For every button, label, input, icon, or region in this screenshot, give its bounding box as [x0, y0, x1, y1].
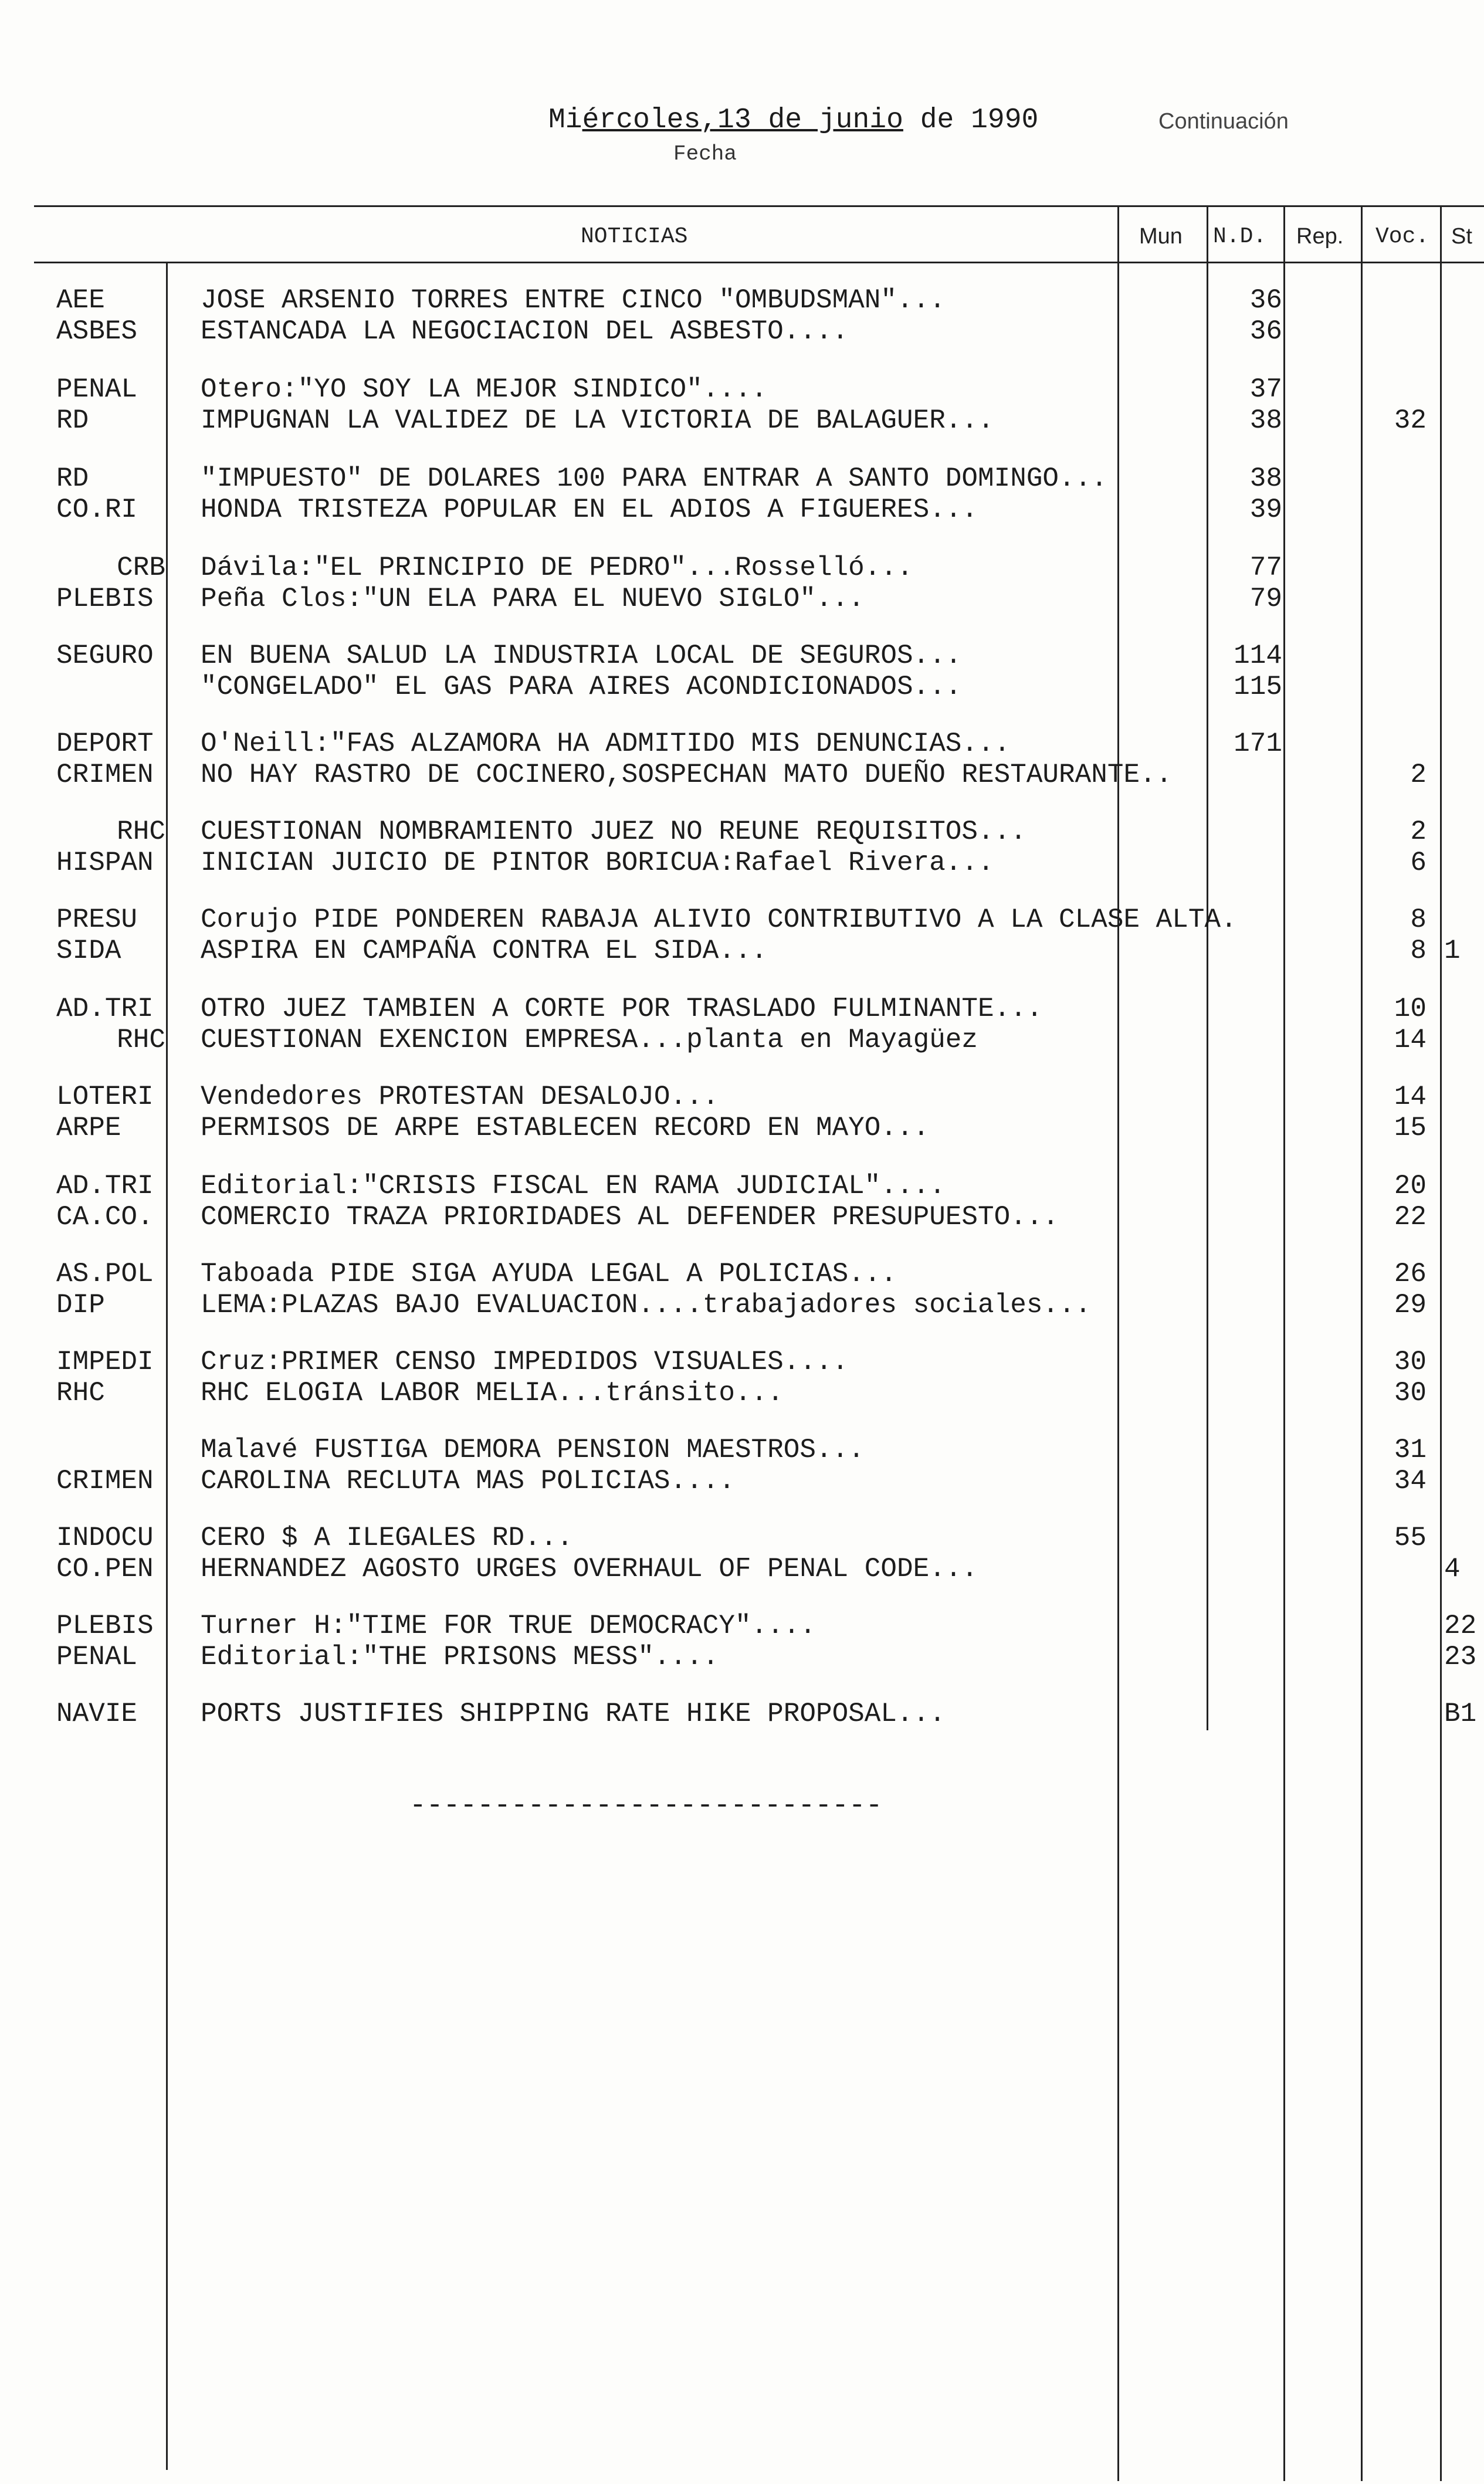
row-section: ASBES	[56, 316, 138, 347]
row-voc: 20	[1394, 1171, 1427, 1201]
row-voc: 30	[1394, 1347, 1427, 1377]
row-headline: Corujo PIDE PONDEREN RABAJA ALIVIO CONTRIBUTIVO A LA CLASE ALTA.	[201, 904, 1237, 935]
row-headline: RHC ELOGIA LABOR MELIA...tránsito...	[201, 1378, 784, 1408]
row-nd: 79	[1249, 584, 1282, 614]
table-row	[0, 582, 1484, 615]
row-headline: Otero:"YO SOY LA MEJOR SINDICO"....	[201, 374, 768, 405]
row-sta: 4	[1444, 1554, 1461, 1584]
table-header-rule	[34, 262, 1484, 263]
row-headline: HONDA TRISTEZA POPULAR EN EL ADIOS A FIGUERES...	[201, 494, 978, 525]
row-headline: JOSE ARSENIO TORRES ENTRE CINCO "OMBUDSMAN"...	[201, 285, 946, 316]
row-voc: 2	[1410, 760, 1427, 790]
table-row	[0, 815, 1484, 848]
divider-rep	[1361, 205, 1363, 2481]
row-section: PENAL	[56, 1642, 138, 1672]
row-voc: 2	[1410, 816, 1427, 847]
row-headline: "CONGELADO" EL GAS PARA AIRES ACONDICIONADOS...	[201, 672, 962, 702]
row-headline: Editorial:"CRISIS FISCAL EN RAMA JUDICIAL"....	[201, 1171, 946, 1201]
row-section: NAVIE	[56, 1699, 138, 1729]
divider-voc	[1440, 205, 1442, 2481]
row-section: CA.CO.	[56, 1202, 154, 1232]
table-row	[0, 992, 1484, 1025]
table-top-rule	[34, 205, 1484, 207]
date-underlined: ércoles,13 de junio	[582, 104, 903, 136]
row-voc: 8	[1410, 904, 1427, 935]
table-row	[0, 1377, 1484, 1409]
row-section: PLEBIS	[56, 1611, 154, 1641]
row-section: AS.POL	[56, 1259, 154, 1289]
row-headline: O'Neill:"FAS ALZAMORA HA ADMITIDO MIS DENUNCIAS...	[201, 728, 1011, 759]
row-nd: 171	[1234, 728, 1282, 759]
row-headline: PERMISOS DE ARPE ESTABLECEN RECORD EN MAYO...	[201, 1113, 930, 1143]
row-section: RHC	[56, 1378, 105, 1408]
row-section: AEE	[56, 285, 105, 316]
row-voc: 31	[1394, 1435, 1427, 1465]
row-voc: 26	[1394, 1259, 1427, 1289]
row-nd: 77	[1249, 553, 1282, 583]
row-voc: 22	[1394, 1202, 1427, 1232]
table-row	[0, 1289, 1484, 1321]
table-row	[0, 727, 1484, 760]
header-date	[548, 104, 1038, 136]
table-row	[0, 404, 1484, 437]
row-section: CRB	[117, 553, 165, 583]
col-rep: Rep.	[1296, 224, 1344, 249]
end-of-list-divider: ----------------------------	[409, 1790, 883, 1822]
row-section: RHC	[117, 1025, 165, 1055]
row-section: PENAL	[56, 374, 138, 405]
row-voc: 14	[1394, 1025, 1427, 1055]
table-row	[0, 1697, 1484, 1730]
row-section: RHC	[117, 816, 165, 847]
divider-nd	[1283, 205, 1285, 2481]
row-voc: 8	[1410, 936, 1427, 966]
table-row	[0, 1080, 1484, 1113]
row-section: CRIMEN	[56, 760, 154, 790]
row-headline: CAROLINA RECLUTA MAS POLICIAS....	[201, 1466, 735, 1496]
row-sta: 22	[1444, 1611, 1477, 1641]
row-voc: 29	[1394, 1290, 1427, 1320]
row-nd: 36	[1249, 285, 1282, 316]
row-voc: 10	[1394, 994, 1427, 1024]
table-row	[0, 639, 1484, 672]
row-nd: 114	[1234, 641, 1282, 671]
table-row	[0, 462, 1484, 495]
row-headline: ESTANCADA LA NEGOCIACION DEL ASBESTO....	[201, 316, 849, 347]
row-headline: ASPIRA EN CAMPAÑA CONTRA EL SIDA...	[201, 936, 768, 966]
row-headline: NO HAY RASTRO DE COCINERO,SOSPECHAN MATO DUEÑO RESTAURANTE..	[201, 760, 1173, 790]
table-row	[0, 758, 1484, 791]
col-noticias: NOTICIAS	[581, 224, 688, 249]
row-sta: 23	[1444, 1642, 1477, 1672]
table-row	[0, 1346, 1484, 1378]
col-mun: Mun	[1139, 224, 1183, 249]
table-row	[0, 903, 1484, 936]
table-row	[0, 1434, 1484, 1466]
table-row	[0, 1521, 1484, 1554]
table-row	[0, 493, 1484, 526]
row-section: PRESU	[56, 904, 138, 935]
row-headline: IMPUGNAN LA VALIDEZ DE LA VICTORIA DE BALAGUER...	[201, 405, 994, 436]
col-voc: Voc.	[1375, 224, 1429, 249]
row-headline: Cruz:PRIMER CENSO IMPEDIDOS VISUALES....	[201, 1347, 849, 1377]
table-row	[0, 373, 1484, 406]
row-voc: 34	[1394, 1466, 1427, 1496]
date-suffix: de 1990	[903, 104, 1039, 136]
table-row	[0, 1641, 1484, 1673]
row-headline: EN BUENA SALUD LA INDUSTRIA LOCAL DE SEGUROS...	[201, 641, 962, 671]
table-row	[0, 1258, 1484, 1290]
table-row	[0, 551, 1484, 584]
row-section: RD	[56, 405, 89, 436]
table-row	[0, 1201, 1484, 1233]
col-sta: St	[1451, 224, 1472, 249]
row-voc: 15	[1394, 1113, 1427, 1143]
row-headline: CUESTIONAN NOMBRAMIENTO JUEZ NO REUNE REQUISITOS...	[201, 816, 1026, 847]
row-headline: LEMA:PLAZAS BAJO EVALUACION....trabajadores sociales...	[201, 1290, 1092, 1320]
row-headline: CUESTIONAN EXENCION EMPRESA...planta en Mayagüez	[201, 1025, 978, 1055]
row-section: RD	[56, 463, 89, 494]
row-headline: PORTS JUSTIFIES SHIPPING RATE HIKE PROPOSAL...	[201, 1699, 946, 1729]
row-section: SIDA	[56, 936, 121, 966]
row-voc: 55	[1394, 1523, 1427, 1553]
row-nd: 115	[1234, 672, 1282, 702]
table-row	[0, 1465, 1484, 1497]
row-nd: 36	[1249, 316, 1282, 347]
row-headline: Dávila:"EL PRINCIPIO DE PEDRO"...Rosselló...	[201, 553, 913, 583]
row-headline: CERO $ A ILEGALES RD...	[201, 1523, 573, 1553]
row-headline: Peña Clos:"UN ELA PARA EL NUEVO SIGLO"...	[201, 584, 865, 614]
row-section: CO.PEN	[56, 1554, 154, 1584]
row-section: CRIMEN	[56, 1466, 154, 1496]
row-section: AD.TRI	[56, 994, 154, 1024]
table-row	[0, 1170, 1484, 1202]
row-section: IMPEDI	[56, 1347, 154, 1377]
row-headline: HERNANDEZ AGOSTO URGES OVERHAUL OF PENAL CODE...	[201, 1554, 978, 1584]
row-nd: 38	[1249, 405, 1282, 436]
row-nd: 39	[1249, 494, 1282, 525]
row-headline: "IMPUESTO" DE DOLARES 100 PARA ENTRAR A SANTO DOMINGO...	[201, 463, 1107, 494]
row-nd: 38	[1249, 463, 1282, 494]
row-section: AD.TRI	[56, 1171, 154, 1201]
row-sta: 1	[1444, 936, 1461, 966]
row-section: HISPAN	[56, 848, 154, 878]
divider-noticias	[1117, 205, 1119, 2481]
table-row	[0, 670, 1484, 703]
row-voc: 6	[1410, 848, 1427, 878]
fecha-label: Fecha	[673, 142, 737, 166]
row-headline: INICIAN JUICIO DE PINTOR BORICUA:Rafael Rivera...	[201, 848, 994, 878]
row-section: SEGURO	[56, 641, 154, 671]
row-section: ARPE	[56, 1113, 121, 1143]
date-prefix: Mi	[548, 104, 582, 136]
table-row	[0, 934, 1484, 967]
row-nd: 37	[1249, 374, 1282, 405]
row-voc: 30	[1394, 1378, 1427, 1408]
table-row	[0, 315, 1484, 348]
row-headline: Turner H:"TIME FOR TRUE DEMOCRACY"....	[201, 1611, 816, 1641]
row-section: LOTERI	[56, 1082, 154, 1112]
row-voc: 14	[1394, 1082, 1427, 1112]
row-voc: 32	[1394, 405, 1427, 436]
row-headline: Taboada PIDE SIGA AYUDA LEGAL A POLICIAS...	[201, 1259, 897, 1289]
row-section: INDOCU	[56, 1523, 154, 1553]
row-headline: OTRO JUEZ TAMBIEN A CORTE POR TRASLADO FULMINANTE...	[201, 994, 1043, 1024]
table-row	[0, 284, 1484, 317]
table-row	[0, 1553, 1484, 1585]
row-section: DEPORT	[56, 728, 154, 759]
table-row	[0, 846, 1484, 879]
row-headline: Vendedores PROTESTAN DESALOJO...	[201, 1082, 719, 1112]
table-row	[0, 1111, 1484, 1144]
row-headline: Editorial:"THE PRISONS MESS"....	[201, 1642, 719, 1672]
row-section: CO.RI	[56, 494, 138, 525]
row-sta: B1	[1444, 1699, 1477, 1729]
row-headline: COMERCIO TRAZA PRIORIDADES AL DEFENDER PRESUPUESTO...	[201, 1202, 1059, 1232]
row-headline: Malavé FUSTIGA DEMORA PENSION MAESTROS...	[201, 1435, 865, 1465]
table-row	[0, 1609, 1484, 1642]
row-section: DIP	[56, 1290, 105, 1320]
continuation-label: Continuación	[1158, 109, 1289, 134]
row-section: PLEBIS	[56, 584, 154, 614]
col-nd: N.D.	[1213, 224, 1267, 249]
table-row	[0, 1024, 1484, 1056]
